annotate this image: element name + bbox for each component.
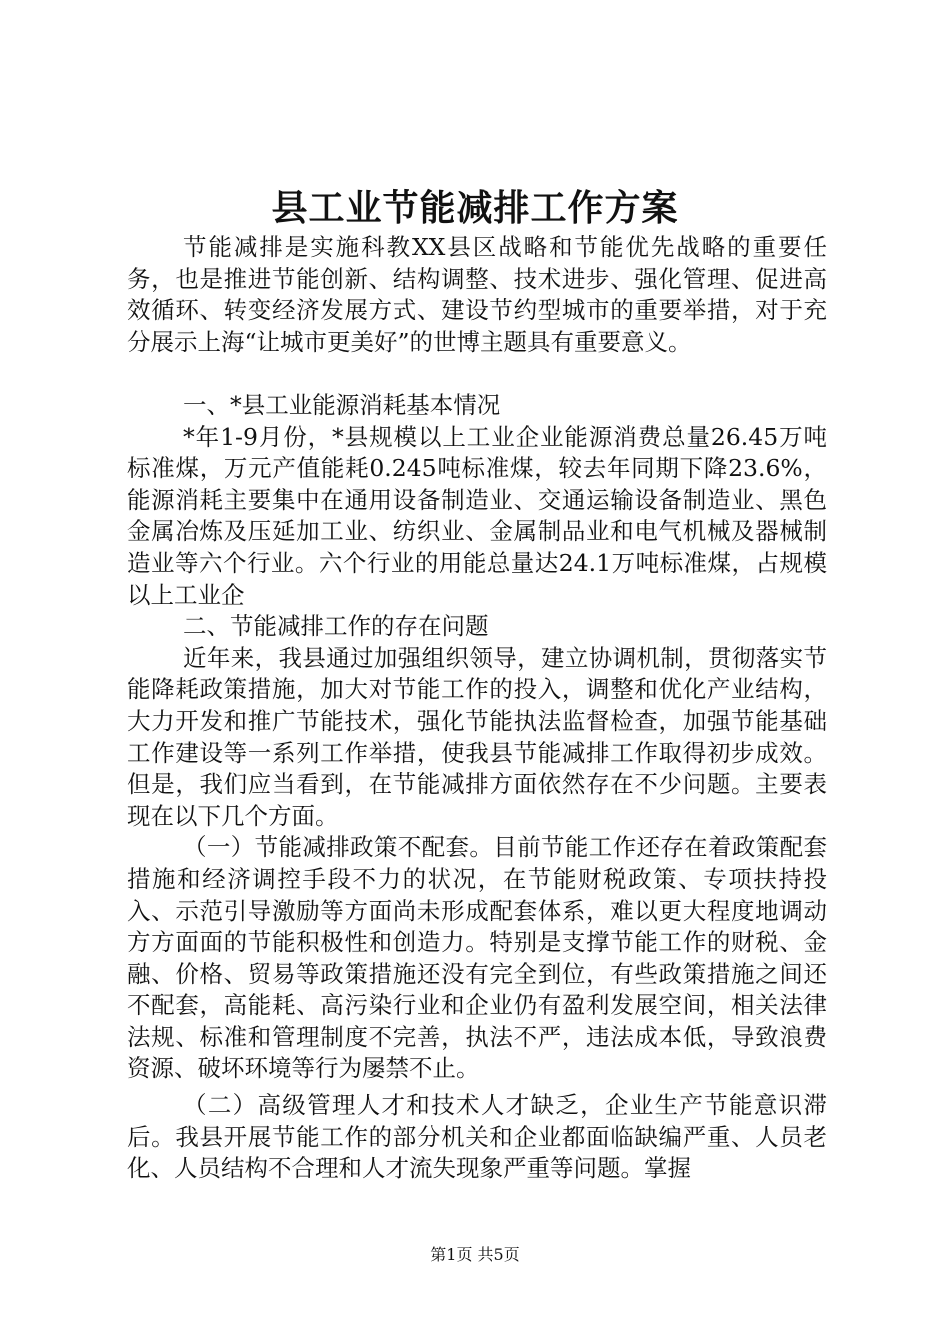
main-block	[127, 390, 827, 1085]
intro-paragraph: 节能减排是实施科教XX县区战略和节能优先战略的重要任务，也是推进节能创新、结构调整、技术进步、强化管理、促进高效循环、转变经济发展方式、建设节约型城市的重要举措，对于充分展示上海“让城市更美好”的世博主题具有重要意义。	[127, 233, 827, 356]
intro-block	[127, 232, 827, 358]
continuation-block	[127, 1090, 827, 1185]
section-1-heading: 一、*县工业能源消耗基本情况	[183, 391, 501, 419]
page-number-footer: 第1页 共5页	[430, 1245, 520, 1264]
item-2-paragraph: （二）高级管理人才和技术人才缺乏，企业生产节能意识滞后。我县开展节能工作的部分机关和企业都面临缺编严重、人员老化、人员结构不合理和人才流失现象严重等问题。掌握	[127, 1091, 827, 1183]
section-1-paragraph: *年1-9月份，*县规模以上工业企业能源消费总量26.45万吨标准煤，万元产值能耗0.245吨标准煤，较去年同期下降23.6%，能源消耗主要集中在通用设备制造业、交通运输设备制造业、黑色金属冶炼及压延加工业、纺织业、金属制品业和电气机械及器械制造业等六个行业。六个行业的用能总量达24.1万吨标准煤，占规模以上工业企	[127, 422, 827, 609]
item-1-paragraph: （一）节能减排政策不配套。目前节能工作还存在着政策配套措施和经济调控手段不力的状况，在节能财税政策、专项扶持投入、示范引导激励等方面尚未形成配套体系，难以更大程度地调动方方面面的节能积极性和创造力。特别是支撑节能工作的财税、金融、价格、贸易等政策措施还没有完全到位，有些政策措施之间还不配套，高能耗、高污染行业和企业仍有盈利发展空间，相关法律法规、标准和管理制度不完善，执法不严，违法成本低，导致浪费资源、破坏环境等行为屡禁不止。	[127, 833, 827, 1083]
section-2-heading: 二、节能减排工作的存在问题	[183, 612, 489, 641]
section-2-paragraph: 近年来，我县通过加强组织领导，建立协调机制，贯彻落实节能降耗政策措施，加大对节能工作的投入，调整和优化产业结构，大力开发和推广节能技术，强化节能执法监督检查，加强节能基础工作建设等一系列工作举措，使我县节能减排工作取得初步成效。但是，我们应当看到，在节能减排方面依然存在不少问题。主要表现在以下几个方面。	[127, 643, 827, 830]
document-title: 县工业节能减排工作方案	[271, 187, 679, 229]
